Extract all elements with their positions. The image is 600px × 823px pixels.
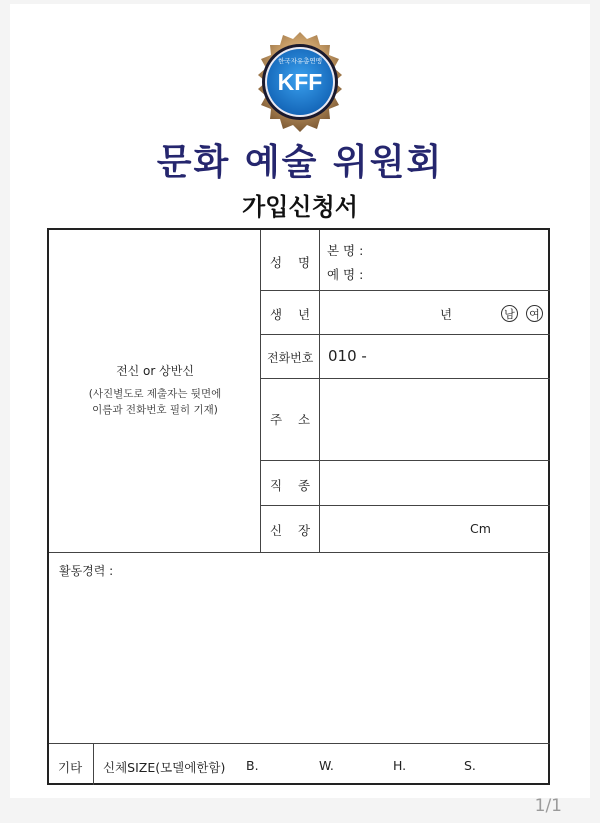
- section-divider: [49, 552, 550, 553]
- body-size-label: 신체SIZE(모델에한함): [103, 760, 226, 775]
- logo-ring-text: 한국자유총연맹: [278, 57, 322, 65]
- address-label: 주 소: [270, 412, 311, 427]
- application-form-table: [47, 228, 550, 785]
- waist-label: W.: [319, 758, 334, 773]
- row-divider: [260, 378, 550, 379]
- photo-note-line2: 이름과 전화번호 필히 기재): [92, 404, 218, 416]
- kff-logo: [249, 31, 351, 133]
- phone-label: 전화번호: [267, 351, 314, 365]
- row-divider: [260, 334, 550, 335]
- row-divider: [260, 290, 550, 291]
- hip-label: H.: [393, 758, 407, 773]
- birth-label: 생 년: [270, 307, 311, 322]
- male-option[interactable]: 남: [501, 305, 518, 322]
- label-divider: [319, 230, 320, 552]
- name-label: 성 명: [270, 255, 311, 270]
- photo-note-line1: (사진별도로 제출자는 뒷면에: [88, 388, 222, 400]
- phone-value: 010 -: [328, 347, 367, 365]
- career-label: 활동경력 :: [59, 564, 114, 578]
- real-name-label: 본 명 :: [327, 243, 364, 258]
- row-divider: [260, 505, 550, 506]
- height-label: 신 장: [270, 523, 311, 538]
- size-s-label: S.: [464, 758, 476, 773]
- document-title: 가입신청서: [242, 193, 358, 221]
- photo-title: 전신 or 상반신: [116, 364, 194, 378]
- female-option[interactable]: 여: [526, 305, 543, 322]
- organization-title: 문화 예술 위원회: [156, 142, 444, 183]
- birth-year-suffix: 년: [440, 307, 453, 322]
- stage-name-label: 예 명 :: [327, 267, 364, 282]
- footer-divider: [93, 743, 94, 785]
- row-divider: [260, 460, 550, 461]
- logo-text: KFF: [277, 69, 323, 95]
- section-divider: [49, 743, 550, 744]
- job-label: 직 종: [270, 478, 311, 493]
- bust-label: B.: [246, 758, 259, 773]
- page-indicator: 1/1: [534, 796, 562, 816]
- height-unit: Cm: [470, 521, 491, 536]
- etc-label: 기타: [58, 760, 83, 775]
